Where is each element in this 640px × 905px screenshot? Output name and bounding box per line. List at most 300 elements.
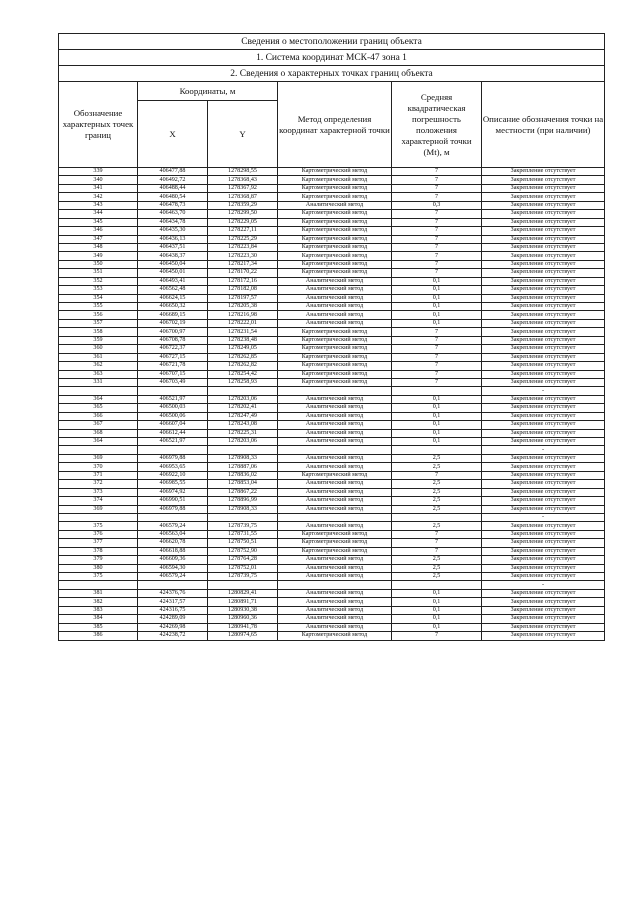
coord-x: 406477,88 (138, 168, 208, 176)
separator-dash: - (482, 387, 605, 395)
table-row (59, 218, 605, 226)
point-id: 366 (59, 412, 138, 420)
coord-x: 406707,15 (138, 370, 208, 378)
table-row (59, 615, 605, 623)
method: Аналитический метод (278, 463, 392, 471)
coord-x: 406434,78 (138, 218, 208, 226)
table-row (59, 370, 605, 378)
separator-row (59, 513, 605, 521)
coord-y: 1278243,08 (208, 421, 278, 429)
table-row (59, 210, 605, 218)
empty-cell (392, 446, 482, 454)
description: Закрепление отсутствует (482, 227, 605, 235)
method: Аналитический метод (278, 573, 392, 581)
error-value: 2,5 (392, 454, 482, 462)
coord-y: 1278739,75 (208, 573, 278, 581)
description: Закрепление отсутствует (482, 497, 605, 505)
method: Аналитический метод (278, 319, 392, 327)
description: Закрепление отсутствует (482, 168, 605, 176)
coord-x: 406620,78 (138, 539, 208, 547)
error-value: 7 (392, 378, 482, 386)
description: Закрепление отсутствует (482, 193, 605, 201)
table-row (59, 193, 605, 201)
error-value: 7 (392, 218, 482, 226)
method: Аналитический метод (278, 556, 392, 564)
method: Аналитический метод (278, 564, 392, 572)
point-id: 347 (59, 235, 138, 243)
error-value: 0,1 (392, 615, 482, 623)
coord-x: 406689,15 (138, 311, 208, 319)
method: Аналитический метод (278, 623, 392, 631)
description: Закрепление отсутствует (482, 539, 605, 547)
col-y: Y (208, 101, 278, 168)
error-value: 0,1 (392, 303, 482, 311)
coord-y: 1278227,11 (208, 227, 278, 235)
description: Закрепление отсутствует (482, 395, 605, 403)
table-row (59, 497, 605, 505)
method: Картометрический метод (278, 539, 392, 547)
point-id: 375 (59, 573, 138, 581)
coord-y: 1278887,06 (208, 463, 278, 471)
method: Аналитический метод (278, 454, 392, 462)
coord-x: 406594,30 (138, 564, 208, 572)
description: Закрепление отсутствует (482, 623, 605, 631)
coord-x: 406618,88 (138, 547, 208, 555)
error-value: 2,5 (392, 463, 482, 471)
point-id: 353 (59, 286, 138, 294)
point-id: 370 (59, 463, 138, 471)
empty-cell (59, 446, 138, 454)
separator-row (59, 581, 605, 589)
col-x: X (138, 101, 208, 168)
description: Закрепление отсутствует (482, 345, 605, 353)
separator-row (59, 446, 605, 454)
coord-y: 1278752,90 (208, 547, 278, 555)
coord-y: 1278223,30 (208, 252, 278, 260)
coord-y: 1278739,75 (208, 522, 278, 530)
table-row (59, 168, 605, 176)
point-id: 355 (59, 303, 138, 311)
coord-y: 1278262,85 (208, 353, 278, 361)
table-row (59, 556, 605, 564)
method: Картометрический метод (278, 547, 392, 555)
coord-x: 406436,13 (138, 235, 208, 243)
error-value: 2,5 (392, 480, 482, 488)
separator-dash: - (482, 581, 605, 589)
description: Закрепление отсутствует (482, 547, 605, 555)
point-id: 342 (59, 193, 138, 201)
coord-y: 1278217,34 (208, 260, 278, 268)
description: Закрепление отсутствует (482, 463, 605, 471)
empty-cell (138, 513, 208, 521)
method: Картометрический метод (278, 184, 392, 192)
method: Картометрический метод (278, 176, 392, 184)
coord-y: 1278225,29 (208, 235, 278, 243)
description: Закрепление отсутствует (482, 589, 605, 597)
table-row (59, 252, 605, 260)
coord-x: 406607,04 (138, 421, 208, 429)
description: Закрепление отсутствует (482, 522, 605, 530)
method: Аналитический метод (278, 201, 392, 209)
method: Картометрический метод (278, 168, 392, 176)
point-id: 348 (59, 243, 138, 251)
empty-cell (138, 581, 208, 589)
coord-y: 1280930,38 (208, 606, 278, 614)
table-row (59, 260, 605, 268)
table-row (59, 598, 605, 606)
description: Закрепление отсутствует (482, 353, 605, 361)
table-title: Сведения о местоположении границ объекта (59, 34, 605, 50)
method: Аналитический метод (278, 286, 392, 294)
table-row (59, 623, 605, 631)
point-id: 354 (59, 294, 138, 302)
method: Аналитический метод (278, 429, 392, 437)
error-value: 7 (392, 227, 482, 235)
point-id: 379 (59, 556, 138, 564)
coord-x: 424238,72 (138, 632, 208, 640)
method: Аналитический метод (278, 615, 392, 623)
point-id: 376 (59, 530, 138, 538)
error-value: 2,5 (392, 497, 482, 505)
coord-x: 406624,15 (138, 294, 208, 302)
description: Закрепление отсутствует (482, 319, 605, 327)
error-value: 7 (392, 252, 482, 260)
table-row (59, 378, 605, 386)
description: Закрепление отсутствует (482, 378, 605, 386)
error-value: 7 (392, 260, 482, 268)
description: Закрепление отсутствует (482, 277, 605, 285)
error-value: 2,5 (392, 488, 482, 496)
point-id: 362 (59, 362, 138, 370)
table-row (59, 488, 605, 496)
table-row (59, 454, 605, 462)
table-row (59, 277, 605, 285)
coord-x: 406979,88 (138, 454, 208, 462)
description: Закрепление отсутствует (482, 269, 605, 277)
coord-x: 406985,55 (138, 480, 208, 488)
point-id: 383 (59, 606, 138, 614)
table-row (59, 564, 605, 572)
error-value: 7 (392, 176, 482, 184)
table-row (59, 353, 605, 361)
coord-x: 406702,19 (138, 319, 208, 327)
section-title: 2. Сведения о характерных точках границ объекта (59, 66, 605, 82)
error-value: 2,5 (392, 573, 482, 581)
separator-row (59, 387, 605, 395)
description: Закрепление отсутствует (482, 336, 605, 344)
table-row (59, 480, 605, 488)
point-id: 384 (59, 615, 138, 623)
empty-cell (278, 581, 392, 589)
coord-y: 1278216,98 (208, 311, 278, 319)
empty-cell (138, 446, 208, 454)
point-id: 352 (59, 277, 138, 285)
error-value: 0,1 (392, 598, 482, 606)
coord-y: 1280891,71 (208, 598, 278, 606)
description: Закрепление отсутствует (482, 311, 605, 319)
coord-x: 406450,01 (138, 269, 208, 277)
description: Закрепление отсутствует (482, 218, 605, 226)
table-row (59, 311, 605, 319)
empty-cell (278, 387, 392, 395)
coord-y: 1278203,06 (208, 438, 278, 446)
coord-y: 1278170,22 (208, 269, 278, 277)
point-id: 341 (59, 184, 138, 192)
description: Закрепление отсутствует (482, 370, 605, 378)
description: Закрепление отсутствует (482, 573, 605, 581)
error-value: 2,5 (392, 522, 482, 530)
col-error: Средняя квадратическая погрешность положения характерной точки (Mt), м (392, 82, 482, 168)
method: Картометрический метод (278, 210, 392, 218)
point-id: 386 (59, 632, 138, 640)
method: Аналитический метод (278, 311, 392, 319)
table-row (59, 539, 605, 547)
description: Закрепление отсутствует (482, 429, 605, 437)
coord-x: 424289,09 (138, 615, 208, 623)
description: Закрепление отсутствует (482, 564, 605, 572)
coord-x: 406708,78 (138, 336, 208, 344)
description: Закрепление отсутствует (482, 480, 605, 488)
coord-y: 1278367,92 (208, 184, 278, 192)
point-id: 343 (59, 201, 138, 209)
coord-x: 406609,36 (138, 556, 208, 564)
empty-cell (208, 387, 278, 395)
description: Закрепление отсутствует (482, 184, 605, 192)
point-id: 350 (59, 260, 138, 268)
error-value: 7 (392, 362, 482, 370)
point-id: 339 (59, 168, 138, 176)
method: Картометрический метод (278, 632, 392, 640)
point-id: 349 (59, 252, 138, 260)
description: Закрепление отсутствует (482, 328, 605, 336)
error-value: 7 (392, 370, 482, 378)
point-id: 345 (59, 218, 138, 226)
coord-y: 1278368,87 (208, 193, 278, 201)
coord-y: 1278182,08 (208, 286, 278, 294)
point-id: 365 (59, 404, 138, 412)
method: Картометрический метод (278, 370, 392, 378)
table-row (59, 303, 605, 311)
coord-y: 1280829,41 (208, 589, 278, 597)
empty-cell (278, 446, 392, 454)
error-value: 0,1 (392, 606, 482, 614)
separator-dash: - (482, 446, 605, 454)
description: Закрепление отсутствует (482, 421, 605, 429)
point-id: 358 (59, 328, 138, 336)
description: Закрепление отсутствует (482, 488, 605, 496)
coord-y: 1278298,55 (208, 168, 278, 176)
point-id: 371 (59, 471, 138, 479)
col-point: Обозначение характерных точек границ (59, 82, 138, 168)
table-row (59, 294, 605, 302)
method: Аналитический метод (278, 488, 392, 496)
point-id: 374 (59, 497, 138, 505)
description: Закрепление отсутствует (482, 303, 605, 311)
point-id: 369 (59, 454, 138, 462)
method: Картометрический метод (278, 235, 392, 243)
description: Закрепление отсутствует (482, 530, 605, 538)
coord-x: 424269,98 (138, 623, 208, 631)
table-row (59, 421, 605, 429)
method: Аналитический метод (278, 303, 392, 311)
description: Закрепление отсутствует (482, 556, 605, 564)
method: Аналитический метод (278, 589, 392, 597)
coord-y: 1278254,42 (208, 370, 278, 378)
error-value: 0,1 (392, 311, 482, 319)
table-row (59, 589, 605, 597)
coord-y: 1278258,93 (208, 378, 278, 386)
table-row (59, 269, 605, 277)
coord-x: 406437,51 (138, 243, 208, 251)
error-value: 7 (392, 353, 482, 361)
description: Закрепление отсутствует (482, 606, 605, 614)
coord-y: 1278222,01 (208, 319, 278, 327)
error-value: 0,1 (392, 589, 482, 597)
empty-cell (208, 446, 278, 454)
empty-cell (59, 513, 138, 521)
table-row (59, 201, 605, 209)
coord-y: 1278867,22 (208, 488, 278, 496)
empty-cell (392, 581, 482, 589)
table-row (59, 404, 605, 412)
empty-cell (392, 387, 482, 395)
point-id: 340 (59, 176, 138, 184)
point-id: 372 (59, 480, 138, 488)
point-id: 368 (59, 429, 138, 437)
error-value: 0,1 (392, 429, 482, 437)
description: Закрепление отсутствует (482, 438, 605, 446)
col-description: Описание обозначения точки на местности (при наличии) (482, 82, 605, 168)
coord-x: 406974,92 (138, 488, 208, 496)
coord-y: 1278764,28 (208, 556, 278, 564)
coord-x: 406478,73 (138, 201, 208, 209)
method: Картометрический метод (278, 530, 392, 538)
point-id: 377 (59, 539, 138, 547)
point-id: 367 (59, 421, 138, 429)
coord-x: 406953,65 (138, 463, 208, 471)
coord-y: 1278249,05 (208, 345, 278, 353)
method: Аналитический метод (278, 480, 392, 488)
table-row (59, 227, 605, 235)
method: Аналитический метод (278, 277, 392, 285)
coord-y: 1278238,48 (208, 336, 278, 344)
table-row (59, 286, 605, 294)
error-value: 0,1 (392, 438, 482, 446)
empty-cell (59, 387, 138, 395)
method: Аналитический метод (278, 505, 392, 513)
error-value: 0,3 (392, 201, 482, 209)
empty-cell (59, 581, 138, 589)
point-id: 344 (59, 210, 138, 218)
table-row (59, 438, 605, 446)
method: Картометрический метод (278, 243, 392, 251)
error-value: 7 (392, 269, 482, 277)
table-row (59, 471, 605, 479)
method: Аналитический метод (278, 522, 392, 530)
table-row (59, 522, 605, 530)
coord-y: 1280974,65 (208, 632, 278, 640)
coord-y: 1278205,38 (208, 303, 278, 311)
table-row (59, 336, 605, 344)
error-value: 0,1 (392, 421, 482, 429)
error-value: 7 (392, 168, 482, 176)
point-id: 369 (59, 505, 138, 513)
description: Закрепление отсутствует (482, 454, 605, 462)
empty-cell (208, 513, 278, 521)
error-value: 7 (392, 193, 482, 201)
method: Картометрический метод (278, 227, 392, 235)
error-value: 0,1 (392, 277, 482, 285)
method: Аналитический метод (278, 404, 392, 412)
table-row (59, 530, 605, 538)
method: Картометрический метод (278, 345, 392, 353)
error-value: 7 (392, 328, 482, 336)
coord-y: 1278752,01 (208, 564, 278, 572)
description: Закрепление отсутствует (482, 235, 605, 243)
error-value: 7 (392, 336, 482, 344)
coord-x: 406703,49 (138, 378, 208, 386)
table-row (59, 505, 605, 513)
coord-x: 406492,72 (138, 176, 208, 184)
method: Аналитический метод (278, 412, 392, 420)
description: Закрепление отсутствует (482, 412, 605, 420)
table-row (59, 184, 605, 192)
table-row (59, 362, 605, 370)
coord-x: 406563,04 (138, 530, 208, 538)
coord-x: 406450,04 (138, 260, 208, 268)
error-value: 0,1 (392, 623, 482, 631)
description: Закрепление отсутствует (482, 471, 605, 479)
point-id: 373 (59, 488, 138, 496)
boundary-points-document (58, 33, 604, 641)
table-row (59, 328, 605, 336)
method: Аналитический метод (278, 438, 392, 446)
method: Аналитический метод (278, 606, 392, 614)
description: Закрепление отсутствует (482, 598, 605, 606)
coord-y: 1278368,43 (208, 176, 278, 184)
coord-x: 406463,70 (138, 210, 208, 218)
coord-x: 406979,88 (138, 505, 208, 513)
error-value: 7 (392, 345, 482, 353)
method: Картометрический метод (278, 252, 392, 260)
coord-x: 406727,15 (138, 353, 208, 361)
coord-y: 1278247,49 (208, 412, 278, 420)
table-row (59, 429, 605, 437)
coord-y: 1280960,36 (208, 615, 278, 623)
coord-x: 424376,76 (138, 589, 208, 597)
coord-x: 406562,48 (138, 286, 208, 294)
point-id: 378 (59, 547, 138, 555)
table-row (59, 345, 605, 353)
coord-x: 406521,97 (138, 438, 208, 446)
table-row (59, 463, 605, 471)
coord-y: 1278262,82 (208, 362, 278, 370)
coord-y: 1278203,06 (208, 395, 278, 403)
error-value: 7 (392, 243, 482, 251)
method: Картометрический метод (278, 269, 392, 277)
coord-x: 406500,03 (138, 404, 208, 412)
coordinate-system: 1. Система координат МСК-47 зона 1 (59, 50, 605, 66)
description: Закрепление отсутствует (482, 294, 605, 302)
method: Картометрический метод (278, 328, 392, 336)
point-id: 360 (59, 345, 138, 353)
empty-cell (208, 581, 278, 589)
point-id: 381 (59, 589, 138, 597)
error-value: 2,5 (392, 556, 482, 564)
point-id: 346 (59, 227, 138, 235)
point-id: 385 (59, 623, 138, 631)
coord-y: 1278223,84 (208, 243, 278, 251)
